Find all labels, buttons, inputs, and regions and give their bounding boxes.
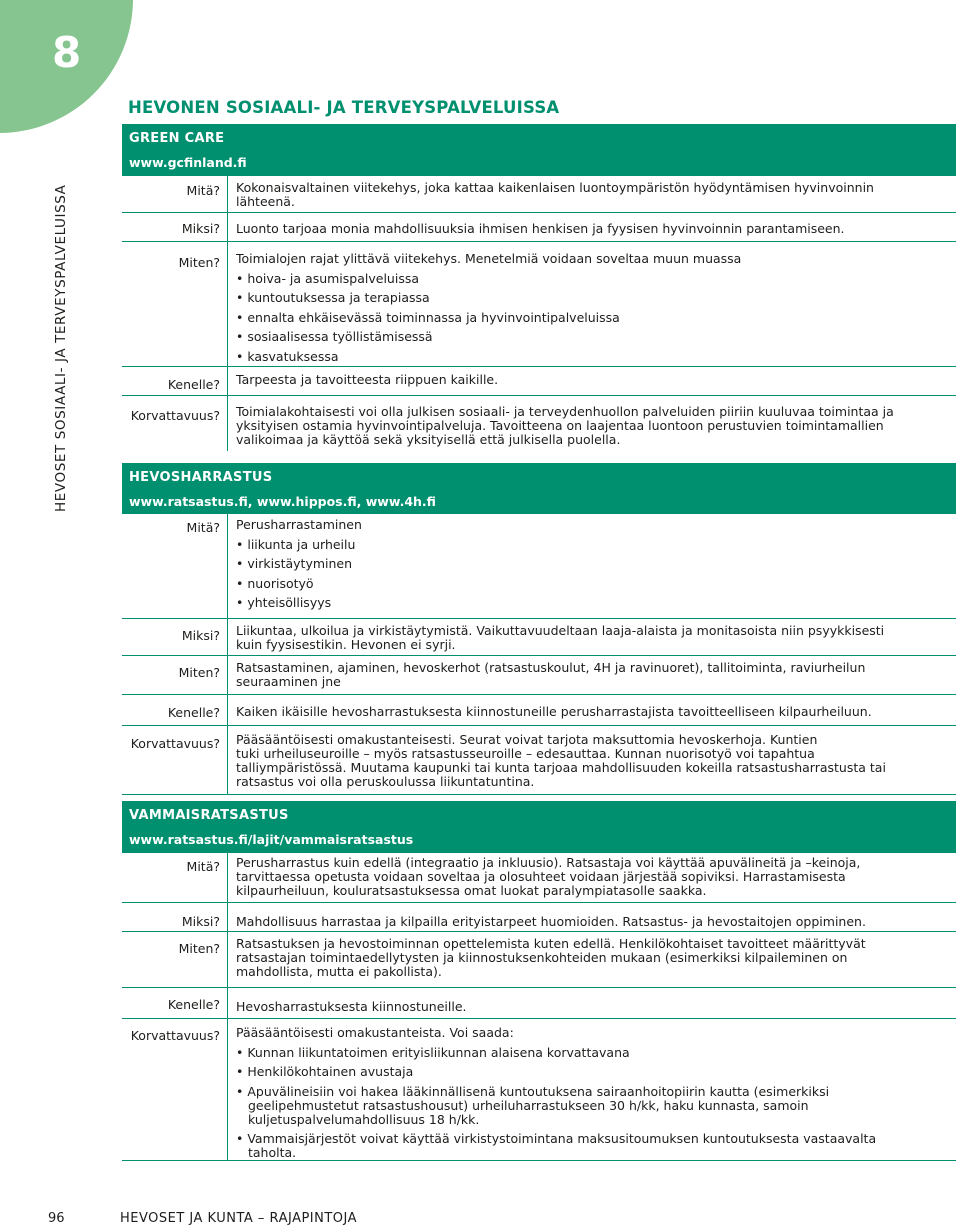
table-row	[122, 988, 956, 1019]
answer-line: kuin fyysisestikin. Hevonen ei syrji.	[236, 637, 456, 652]
bullet-continuation: geelipehmustetut ratsastushousut) urheiluharrastukseen 30 h/kk, haku kunnasta, samoin	[248, 1097, 809, 1113]
row-answer	[228, 176, 956, 212]
answer-line: Pääsääntöisesti omakustanteisesti. Seurat voivat tarjota maksuttomia hevoskerhoja. Kuntien	[236, 732, 818, 747]
answer-line: Kokonaisvaltainen viitekehys, joka kattaa kaikenlaisen luontoympäristön hyödyntämisen hyvinvoinnin	[236, 180, 874, 195]
row-question: Miksi?	[122, 619, 228, 655]
bullet-item: • Kunnan liikuntatoimen erityisliikunnan alaisena korvattavana	[236, 1044, 630, 1060]
table-row	[122, 242, 956, 367]
answer-line: valikoimaa ja käyttöä sekä yksityisellä että julkisella puolella.	[236, 432, 621, 447]
page-title: HEVONEN SOSIAALI- JA TERVEYSPALVELUISSA	[128, 98, 560, 117]
answer-line: lähteenä.	[236, 194, 295, 209]
row-answer	[228, 213, 956, 241]
row-answer	[228, 853, 956, 902]
row-answer	[228, 726, 956, 794]
answer-line: ratsastajan toimintaedellytysten ja kiinnostuksenkohteiden mukaan (esimerkiksi kilpaileminen on	[236, 950, 848, 965]
table-row	[122, 853, 956, 903]
table-row	[122, 213, 956, 242]
row-question: Miksi?	[122, 903, 228, 931]
chapter-number: 8	[52, 28, 82, 77]
answer-line: Hevosharrastuksesta kiinnostuneille.	[236, 999, 467, 1014]
section-url: www.ratsastus.fi/lajit/vammaisratsastus	[129, 832, 414, 847]
row-question: Miksi?	[122, 213, 228, 241]
section-title: HEVOSHARRASTUS	[129, 470, 273, 485]
row-answer	[228, 1019, 956, 1160]
bullet-item: • yhteisöllisyys	[236, 595, 332, 610]
footer-title: HEVOSET JA KUNTA – RAJAPINTOJA	[120, 1211, 358, 1226]
answer-line: Tarpeesta ja tavoitteesta riippuen kaikille.	[236, 372, 499, 387]
answer-line: talliympäristössä. Muutama kaupunki tai kunta tarjoaa mahdollisuuden kokeilla ratsastusharrastusta tai	[236, 760, 886, 775]
answer-line: tuki urheiluseuroille – myös ratsastusseuroille – edesauttaa. Kunnan nuorisotyö voi tapahtua	[236, 746, 815, 761]
answer-line: Luonto tarjoaa monia mahdollisuuksia ihmisen henkisen ja fyysisen hyvinvoinnin parantamiseen.	[236, 221, 845, 236]
row-answer	[228, 656, 956, 694]
row-answer	[228, 367, 956, 395]
answer-line: Toimialakohtaisesti voi olla julkisen sosiaali- ja terveydenhuollon palveluiden piiriin kuuluvaa toimintaa ja	[236, 404, 894, 419]
table-row	[122, 903, 956, 932]
row-answer	[228, 695, 956, 725]
row-question: Miten?	[122, 656, 228, 694]
bullet-item: • Henkilökohtainen avustaja	[236, 1064, 414, 1079]
answer-line: Kaiken ikäisille hevosharrastuksesta kiinnostuneille perusharrastajista tavoitteelliseen kilpaurheiluun.	[236, 704, 872, 719]
bullet-item: • kuntoutuksessa ja terapiassa	[236, 290, 430, 305]
section-hevosharrastus	[122, 463, 956, 795]
answer-line: Pääsääntöisesti omakustanteista. Voi saada:	[236, 1025, 514, 1040]
answer-line: mahdollista, mutta ei pakollista).	[236, 964, 442, 979]
row-question: Miten?	[122, 932, 228, 987]
row-answer	[228, 396, 956, 451]
bullet-item: • Vammaisjärjestöt voivat käyttää virkistystoimintana maksusitoumuksen kuntoutuksesta vastaavalta	[236, 1131, 877, 1146]
table-row	[122, 932, 956, 988]
row-question: Kenelle?	[122, 988, 228, 1018]
section-green-care	[122, 124, 956, 451]
bullet-item: • Apuvälineisiin voi hakea lääkinnällisenä kuntoutuksena sairaanhoitopiirin kautta (esimerkiksi	[236, 1083, 830, 1099]
section-url: www.gcfinland.fi	[129, 155, 247, 170]
section-url: www.ratsastus.fi, www.hippos.fi, www.4h.fi	[129, 494, 436, 509]
bullet-item: • ennalta ehkäisevässä toiminnassa ja hyvinvointipalveluissa	[236, 309, 620, 325]
bullet-item: • kasvatuksessa	[236, 348, 339, 364]
row-question: Miten?	[122, 242, 228, 366]
row-answer	[228, 988, 956, 1018]
bullet-continuation: kuljetuspalvelumahdollisuus 18 h/kk.	[248, 1111, 480, 1127]
answer-line: Perusharrastus kuin edellä (integraatio ja inkluusio). Ratsastaja voi käyttää apuvälineitä ja –keinoja,	[236, 855, 861, 870]
table-row	[122, 514, 956, 619]
answer-line: seuraaminen jne	[236, 674, 341, 689]
side-chapter-label: HEVOSET SOSIAALI- JA TERVEYSPALVELUISSA	[53, 184, 69, 512]
row-question: Mitä?	[122, 176, 228, 212]
table-row	[122, 367, 956, 396]
answer-line: Toimialojen rajat ylittävä viitekehys. Menetelmiä voidaan soveltaa muun muassa	[236, 251, 742, 266]
bullet-item: • hoiva- ja asumispalveluissa	[236, 270, 420, 286]
row-answer	[228, 514, 956, 618]
bullet-item: • nuorisotyö	[236, 575, 314, 591]
table-row	[122, 176, 956, 213]
table-row	[122, 1019, 956, 1161]
section-header	[122, 463, 956, 514]
answer-line: kilpaurheiluun, kouluratsastuksessa omat luokat paralympiatasolle saakka.	[236, 883, 707, 898]
row-question: Mitä?	[122, 514, 228, 618]
row-question: Korvattavuus?	[122, 1019, 228, 1160]
answer-line: tarvittaessa opetusta voidaan soveltaa ja olosuhteet voidaan järjestää sopiviksi. Harrastamisesta	[236, 869, 846, 884]
row-question: Korvattavuus?	[122, 396, 228, 451]
table-row	[122, 619, 956, 656]
row-question: Kenelle?	[122, 695, 228, 725]
section-title: VAMMAISRATSASTUS	[129, 808, 289, 823]
answer-line: Perusharrastaminen	[236, 517, 362, 532]
table-row	[122, 695, 956, 726]
answer-line: Ratsastaminen, ajaminen, hevoskerhot (ratsastuskoulut, 4H ja ravinuoret), tallitoiminta, raviurheilun	[236, 660, 866, 675]
row-question: Korvattavuus?	[122, 726, 228, 794]
bullet-item: • sosiaalisessa työllistämisessä	[236, 329, 433, 344]
answer-line: Mahdollisuus harrastaa ja kilpailla erityistarpeet huomioiden. Ratsastus- ja hevostaitojen oppiminen.	[236, 914, 866, 929]
bullet-continuation: taholta.	[248, 1145, 297, 1160]
section-vammaisratsastus	[122, 801, 956, 1161]
answer-line: Ratsastuksen ja hevostoiminnan opettelemista kuten edellä. Henkilökohtaiset tavoitteet määrittyvät	[236, 936, 866, 951]
row-question: Kenelle?	[122, 367, 228, 395]
row-answer	[228, 242, 956, 366]
row-answer	[228, 619, 956, 655]
section-header	[122, 124, 956, 176]
bullet-item: • virkistäytyminen	[236, 556, 353, 571]
row-answer	[228, 932, 956, 987]
answer-line: yksityisen ostamia hyvinvointipalveluja. Tavoitteena on laajentaa luontoon perustuvien toimintamallien	[236, 418, 884, 433]
section-title: GREEN CARE	[129, 131, 225, 146]
bullet-item: • liikunta ja urheilu	[236, 536, 356, 552]
answer-line: Liikuntaa, ulkoilua ja virkistäytymistä. Vaikuttavuudeltaan laaja-alaista ja monitasoista niin psyykkisesti	[236, 623, 885, 638]
row-answer	[228, 903, 956, 931]
table-row	[122, 726, 956, 795]
row-question: Mitä?	[122, 853, 228, 902]
section-header	[122, 801, 956, 853]
table-row	[122, 656, 956, 695]
page-number: 96	[48, 1211, 65, 1226]
answer-line: ratsastus voi olla peruskoulussa liikuntatuntina.	[236, 774, 535, 789]
table-row	[122, 396, 956, 451]
